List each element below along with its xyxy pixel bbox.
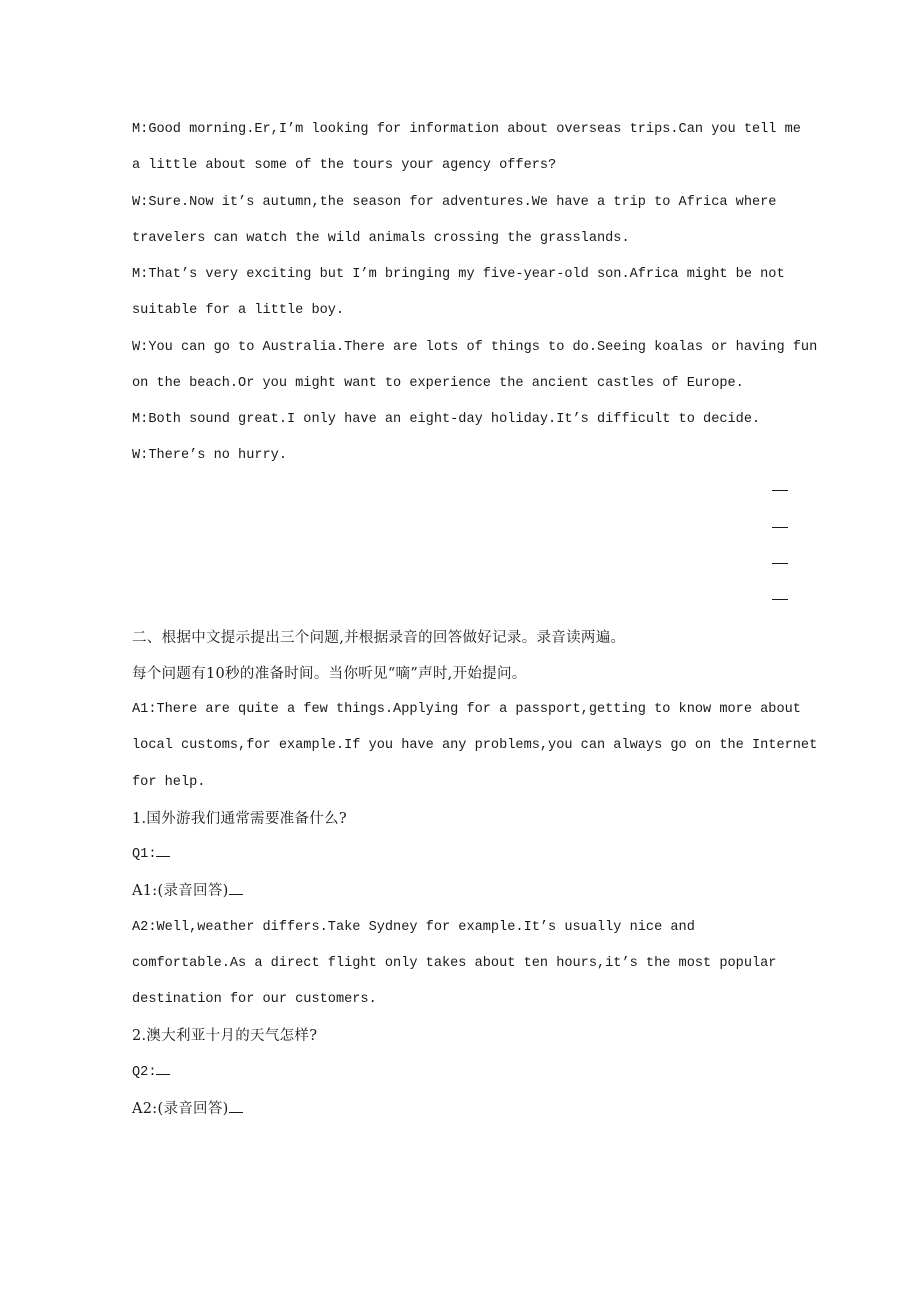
document-page xyxy=(132,112,818,1127)
a2-blank xyxy=(229,1100,243,1113)
q1-blank xyxy=(156,844,170,857)
answer-text-line: comfortable.As a direct flight only takes about ten hours,it’s the most popular xyxy=(132,955,777,971)
section-instruction: 每个问题有10秒的准备时间。当你听见“嘀”声时,开始提问。 xyxy=(132,665,527,682)
dialogue-line: a little about some of the tours your agency offers? xyxy=(132,158,557,174)
dialogue-line: W:You can go to Australia.There are lots of things to do.Seeing koalas or having fun xyxy=(132,339,818,355)
answer-blank-line xyxy=(132,475,792,511)
section-heading: 二、根据中文提示提出三个问题,并根据录音的回答做好记录。录音读两遍。 xyxy=(132,629,626,646)
dialogue-line: M:Both sound great.I only have an eight-day holiday.It’s difficult to decide. xyxy=(132,412,761,427)
question-1-row xyxy=(132,837,792,873)
answer-text-line: A2:Well,weather differs.Take Sydney for example.It’s usually nice and xyxy=(132,919,695,935)
answer-text-line: for help. xyxy=(132,774,206,790)
dialogue-line: W:Sure.Now it’s autumn,the season for adventures.We have a trip to Africa where xyxy=(132,194,777,210)
dialogue-line: W:There’s no hurry. xyxy=(132,448,287,464)
answer-blank-line xyxy=(132,511,792,547)
answer-text-line: A1:There are quite a few things.Applying for a passport,getting to know more about xyxy=(132,702,801,717)
a1-blank xyxy=(229,882,243,895)
q1-label: Q1: xyxy=(132,847,157,862)
a1-label: A1:(录音回答) xyxy=(132,883,229,900)
question-prompt-2: 2.澳大利亚十月的天气怎样? xyxy=(132,1028,318,1045)
answer-1-row xyxy=(132,873,792,909)
dialogue-line: M:Good morning.Er,I’m looking for information about overseas trips.Can you tell me xyxy=(132,122,801,137)
answer-text-line: destination for our customers. xyxy=(132,992,377,1007)
answer-text-line: local customs,for example.If you have any problems,you can always go on the Internet xyxy=(132,738,818,754)
answer-blank-line xyxy=(132,547,792,583)
dialogue-line: M:That’s very exciting but I’m bringing my five-year-old son.Africa might be not xyxy=(132,267,785,282)
dialogue-line: on the beach.Or you might want to experience the ancient castles of Europe. xyxy=(132,375,744,391)
dialogue-line: travelers can watch the wild animals crossing the grasslands. xyxy=(132,230,630,246)
answer-blank-line xyxy=(132,583,792,619)
dialogue-line: suitable for a little boy. xyxy=(132,303,345,319)
q2-blank xyxy=(156,1062,170,1075)
a2-label: A2:(录音回答) xyxy=(132,1100,229,1117)
question-prompt-1: 1.国外游我们通常需要准备什么? xyxy=(132,810,347,827)
question-2-row xyxy=(132,1055,792,1091)
q2-label: Q2: xyxy=(132,1064,157,1080)
answer-2-row xyxy=(132,1091,792,1127)
